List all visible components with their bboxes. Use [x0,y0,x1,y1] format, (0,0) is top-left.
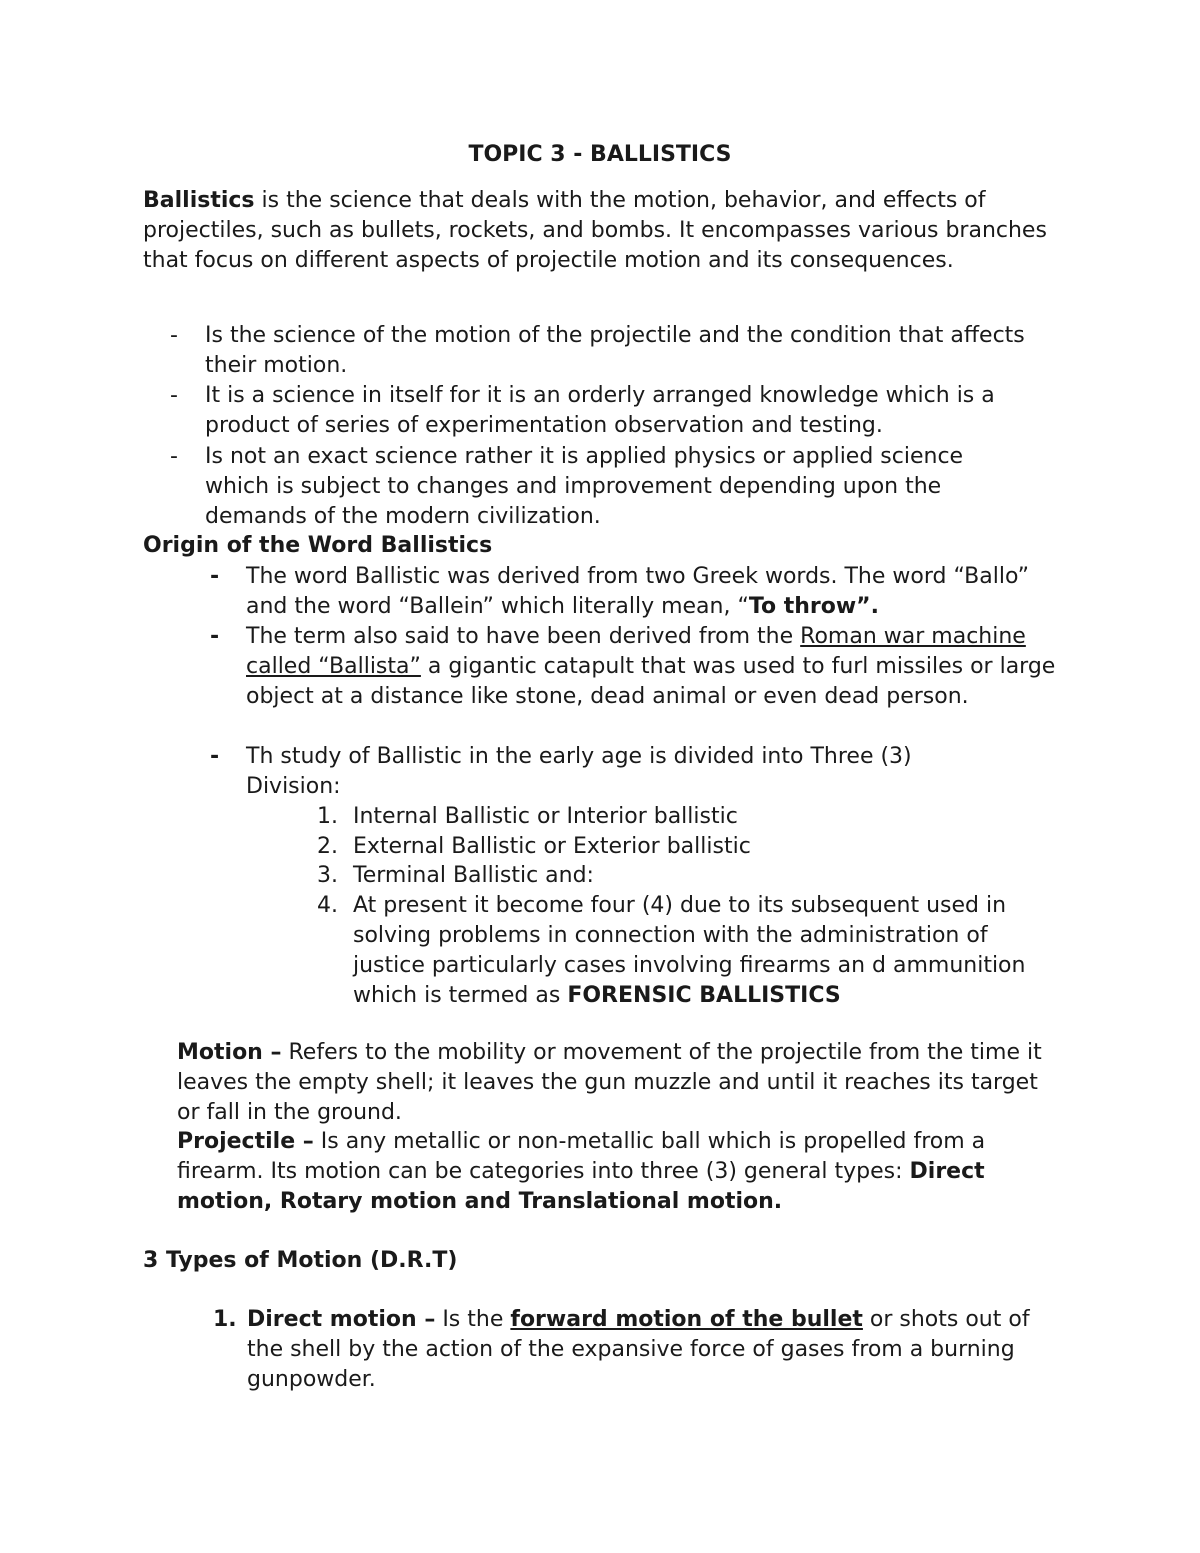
projectile-term: Projectile – [177,1129,314,1154]
division-number: 2. [317,834,338,859]
division4-text: At present it become four (4) due to its subsequent used in solving problems in connection with the administration of justice particularly cases involving firearms an d ammunition which is termed as [353,893,1026,1008]
dash-marker: - [170,323,178,348]
motion-text: Refers to the mobility or movement of the projectile from the time it leaves the empty shell; it leaves the gun muzzle and until it reaches its target or fall in the ground. [177,1040,1042,1125]
types-heading [143,1246,1043,1276]
dash-marker: - [210,744,220,769]
definition-bullet-text: Is not an exact science rather it is applied physics or applied science which is subject to changes and improvement depending upon the demands of the modern civilization. [205,444,964,529]
origin-bullet-text: Th study of Ballistic in the early age is divided into Three (3) Division: [246,744,912,799]
origin-heading [143,531,1043,561]
origin-bullet-text [246,622,1066,712]
dash-marker: - [210,564,220,589]
division-text: Internal Ballistic or Interior ballistic [353,804,738,829]
intro-paragraph [143,186,1063,276]
motion-type-text2: or shots out of the shell by the action of the expansive force of gases from a burning gunpowder. [247,1307,1030,1392]
types-heading-text: 3 Types of Motion (D.R.T) [143,1248,458,1273]
origin-bullet1-bold: To throw”. [748,594,880,619]
dash-marker: - [170,444,178,469]
definition-bullet-text: It is a science in itself for it is an orderly arranged knowledge which is a product of series of experimentation observation and testing. [205,383,995,438]
motion-type-number: 1. [213,1307,237,1332]
motion-term: Motion – [177,1040,282,1065]
division-text: External Ballistic or Exterior ballistic [353,834,751,859]
motion-type-text [247,1305,1067,1395]
origin-bullet2-after: a gigantic catapult that was used to furl missiles or large object at a distance like stone, dead animal or even dead person. [246,654,1056,709]
intro-text: is the science that deals with the motion, behavior, and effects of projectiles, such as bullets, rockets, and bombs. It encompasses various branches that focus on different aspects of projectile motion and its consequences. [143,188,1047,273]
page-title: TOPIC 3 - BALLISTICS [468,142,732,167]
dash-marker: - [170,383,178,408]
division-text: Terminal Ballistic and: [353,863,594,888]
origin-heading-text: Origin of the Word Ballistics [143,533,493,558]
origin-bullet-text [246,562,1046,622]
motion-type-text1: Is the [435,1307,511,1332]
projectile-text: Is any metallic or non-metallic ball which is propelled from a firearm. Its motion can be categories into three (3) general types: [177,1129,986,1184]
division-number: 1. [317,804,338,829]
origin-bullet2-before: The term also said to have been derived from the [246,624,801,649]
dash-marker: - [210,624,220,649]
intro-term: Ballistics [143,188,255,213]
projectile-bold-tail: Direct motion, Rotary motion and Translational motion. [177,1159,985,1214]
division-number: 3. [317,863,338,888]
division4-bold: FORENSIC BALLISTICS [567,983,841,1008]
motion-type-underlined: forward motion of the bullet [510,1307,863,1332]
origin-bullet1-text: The word Ballistic was derived from two Greek words. The word “Ballo” and the word “Ballein” which literally mean, “ [246,564,1030,619]
division-text [353,891,1063,1011]
division-number: 4. [317,893,338,918]
motion-type-term: Direct motion – [247,1307,436,1332]
origin-bullet2-underlined: Roman war machine called “Ballista” [246,624,1026,679]
motion-definition [177,1038,1057,1128]
projectile-definition [177,1127,1057,1217]
definition-bullet-text: Is the science of the motion of the projectile and the condition that affects their motion. [205,323,1025,378]
